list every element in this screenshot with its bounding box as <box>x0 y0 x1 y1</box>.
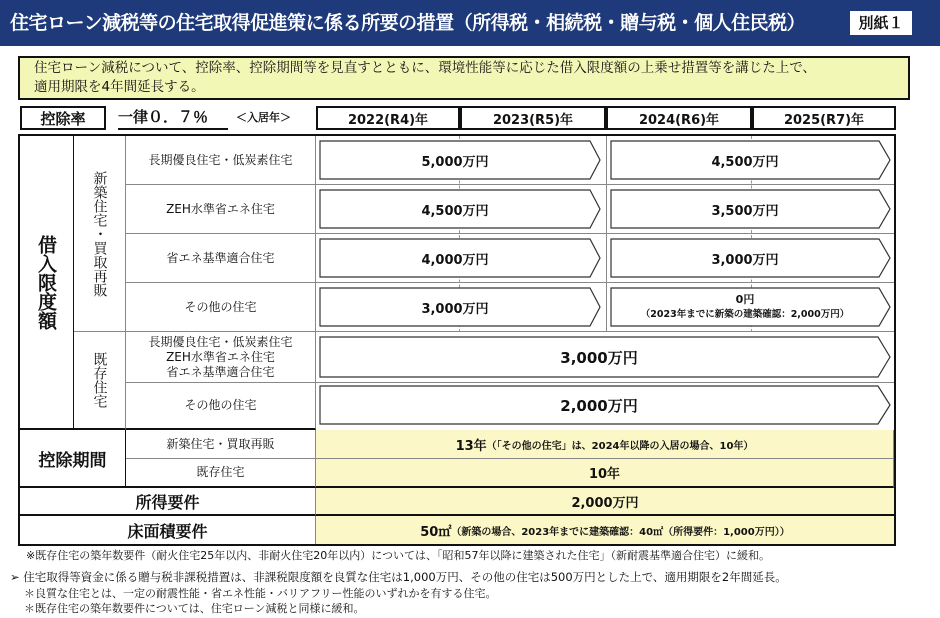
borrowing-limit-label: 借入限度額 <box>20 136 74 430</box>
limit-amount: 4,500万円 <box>711 154 779 170</box>
period-existing-label: 既存住宅 <box>126 459 316 488</box>
floor-area-requirement-cell <box>316 516 894 544</box>
existing-label-line: ZEH水準省エネ住宅 <box>166 349 275 364</box>
attachment-label: 別紙１ <box>848 9 914 37</box>
note-gift-tax: ➢ 住宅取得等資金に係る贈与税非課税措置は、非課税限度額を良質な住宅は1,000万円、その他の住宅は500万円とした上で、適用期限を2年間延長。 <box>10 570 787 584</box>
period-new-label: 新築住宅・買取再販 <box>126 430 316 459</box>
row-divider <box>316 331 894 332</box>
deduction-rate-value: 一律０．７％ <box>118 106 228 130</box>
limit-amount: 3,000万円 <box>421 301 489 317</box>
row-divider <box>316 233 894 234</box>
floor-area-value: 50㎡ <box>420 524 452 540</box>
floor-area-requirement-label: 床面積要件 <box>20 516 316 544</box>
summary-box <box>18 56 910 100</box>
income-requirement-value: 2,000万円 <box>316 488 894 516</box>
limit-note: （2023年までに新築の建築確認：2,000万円） <box>640 309 850 320</box>
page-title: 住宅ローン減税等の住宅取得促進策に係る所要の措置（所得税・相続税・贈与税・個人住民税） <box>10 12 806 34</box>
existing-label-line: 長期優良住宅・低炭素住宅 <box>148 334 293 349</box>
existing-housing-label: 既存住宅 <box>74 332 126 430</box>
deduction-rate-label: 控除率 <box>20 106 106 130</box>
housing-type-label: 長期優良住宅・低炭素住宅 <box>126 136 316 185</box>
housing-type-label: 省エネ基準適合住宅 <box>126 234 316 283</box>
housing-type-label: その他の住宅 <box>126 283 316 332</box>
new-housing-label: 新築住宅・買取再販 <box>74 136 126 332</box>
year-header-2023: 2023(R5)年 <box>460 106 606 130</box>
year-header-2024: 2024(R6)年 <box>606 106 752 130</box>
period-new-note: （「その他の住宅」は、2024年以降の入居の場合、10年） <box>486 440 754 452</box>
limit-amount: 5,000万円 <box>421 154 489 170</box>
period-existing-value: 10年 <box>316 459 894 488</box>
column-divider <box>606 136 607 332</box>
note-existing-relaxation: ＊既存住宅の築年数要件については、住宅ローン減税と同様に緩和。 <box>24 602 365 615</box>
row-divider <box>316 282 894 283</box>
limit-amount: 2,000万円 <box>560 396 638 415</box>
summary-line-1: 住宅ローン減税について、控除率、控除期間等を見直すとともに、環境性能等に応じた借入限度額の上乗せ措置等を講じた上で、 <box>34 60 816 76</box>
housing-type-label: ZEH水準省エネ住宅 <box>126 185 316 234</box>
limit-amount: 4,500万円 <box>421 203 489 219</box>
floor-area-note: （新築の場合、2023年までに建築確認：40㎡（所得要件：1,000万円）） <box>451 526 790 538</box>
income-requirement-label: 所得要件 <box>20 488 316 516</box>
limit-amount: 4,000万円 <box>421 252 489 268</box>
limit-amount: 3,500万円 <box>711 203 779 219</box>
limit-amount: 3,000万円 <box>711 252 779 268</box>
row-divider <box>316 382 894 383</box>
existing-quality-housing-label <box>126 332 316 383</box>
deduction-period-label: 控除期間 <box>20 430 126 488</box>
note-existing-age: ※既存住宅の築年数要件（耐火住宅25年以内、非耐火住宅20年以内）については、「昭和57年以降に建築された住宅」（新耐震基準適合住宅）に緩和。 <box>26 549 770 562</box>
limit-amount-with-note <box>611 288 879 326</box>
year-header-2022: 2022(R4)年 <box>316 106 460 130</box>
year-header-2025: 2025(R7)年 <box>752 106 896 130</box>
limit-amount: 3,000万円 <box>560 348 638 367</box>
limit-amount: 0円 <box>735 293 755 306</box>
period-new-value-cell <box>316 430 894 459</box>
existing-label-line: 省エネ基準適合住宅 <box>166 364 275 379</box>
row-divider <box>316 184 894 185</box>
period-new-value: 13年 <box>455 438 487 454</box>
note-quality-housing: ＊良質な住宅とは、一定の耐震性能・省エネ性能・バリアフリー性能のいずれかを有する住宅。 <box>24 587 497 600</box>
summary-line-2: 適用期限を4年間延長する。 <box>34 79 205 95</box>
existing-other-housing-label: その他の住宅 <box>126 383 316 430</box>
move-in-year-label: ＜入居年＞ <box>236 111 291 124</box>
